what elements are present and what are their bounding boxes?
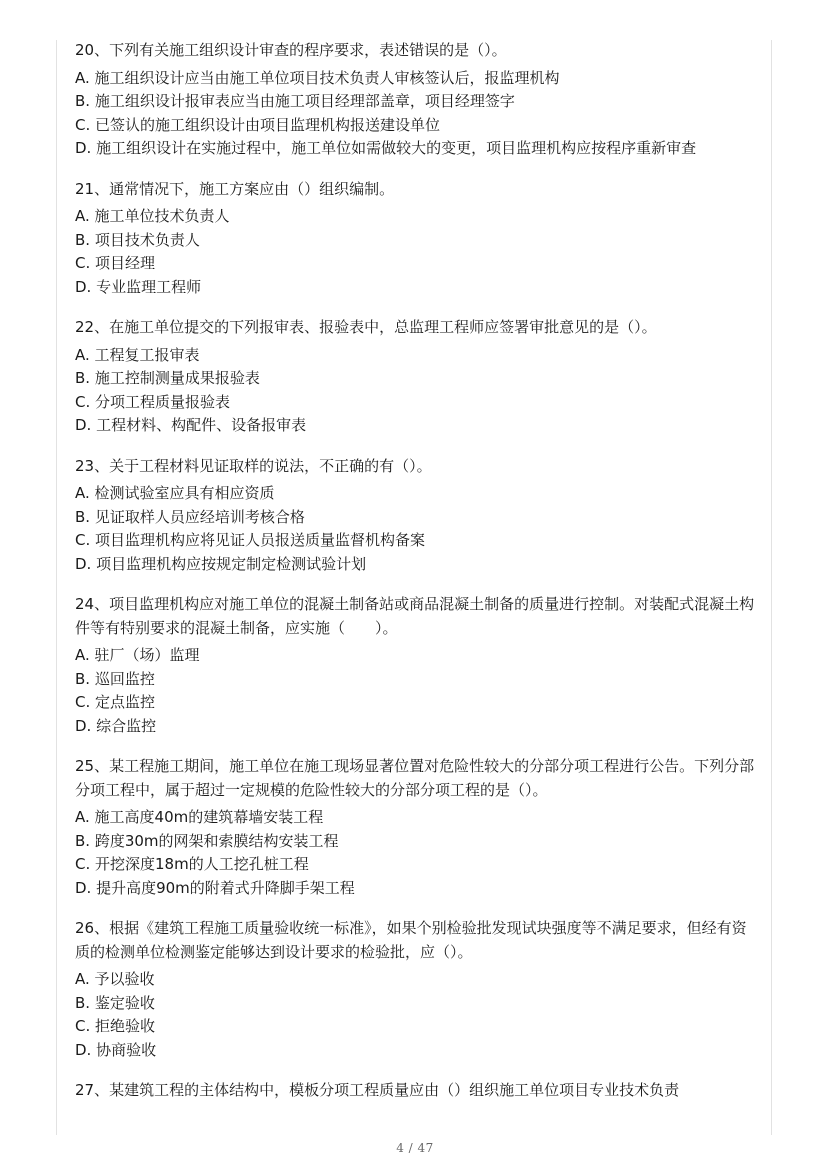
- question-stem: 21、通常情况下，施工方案应由（）组织编制。: [75, 179, 395, 198]
- option-d: D. 专业监理工程师: [75, 277, 202, 296]
- option-d: D. 项目监理机构应按规定制定检测试验计划: [75, 554, 367, 573]
- option-a: A. 予以验收: [75, 970, 155, 988]
- question-stem: 20、下列有关施工组织设计审查的程序要求，表述错误的是（）。: [75, 41, 507, 59]
- option-c: C. 已签认的施工组织设计由项目监理机构报送建设单位: [75, 115, 441, 134]
- question-20: [75, 39, 755, 161]
- option-d: D. 综合监控: [75, 716, 157, 735]
- option-d: D. 协商验收: [75, 1040, 157, 1059]
- option-a: A. 施工单位技术负责人: [75, 207, 230, 225]
- option-b: B. 施工控制测量成果报验表: [75, 369, 260, 387]
- option-a: A. 工程复工报审表: [75, 345, 200, 364]
- question-24: [75, 593, 755, 738]
- question-list: [75, 39, 755, 1120]
- page-number: 4 / 47: [396, 1141, 434, 1155]
- option-d: D. 提升高度90m的附着式升降脚手架工程: [75, 878, 355, 897]
- option-a: A. 驻厂（场）监理: [75, 646, 200, 664]
- question-stem: 24、项目监理机构应对施工单位的混凝土制备站或商品混凝土制备的质量进行控制。对装配式混凝土构件等有特别要求的混凝土制备，应实施（ ）。: [75, 595, 755, 637]
- question-stem: 27、某建筑工程的主体结构中，模板分项工程质量应由（）组织施工单位项目专业技术负责: [75, 1081, 680, 1099]
- left-margin-line: [56, 40, 57, 1135]
- option-b: B. 鉴定验收: [75, 993, 155, 1012]
- question-stem: 23、关于工程材料见证取样的说法，不正确的有（）。: [75, 456, 432, 475]
- option-d: D. 施工组织设计在实施过程中，施工单位如需做较大的变更，项目监理机构应按程序重新审查: [75, 139, 697, 157]
- option-a: A. 施工高度40m的建筑幕墙安装工程: [75, 808, 324, 826]
- option-c: C. 开挖深度18m的人工挖孔桩工程: [75, 855, 309, 873]
- option-a: A. 施工组织设计应当由施工单位项目技术负责人审核签认后，报监理机构: [75, 68, 560, 87]
- question-21: [75, 178, 755, 300]
- question-22: [75, 316, 755, 438]
- option-b: B. 巡回监控: [75, 669, 155, 688]
- question-23: [75, 455, 755, 577]
- question-26: [75, 917, 755, 1062]
- question-stem: 25、某工程施工期间，施工单位在施工现场显著位置对危险性较大的分部分项工程进行公告。下列分部分项工程中，属于超过一定规模的危险性较大的分部分项工程的是（）。: [75, 757, 755, 799]
- question-stem: 26、根据《建筑工程施工质量验收统一标准》，如果个别检验批发现试块强度等不满足要求，但经有资质的检测单位检测鉴定能够达到设计要求的检验批，应（）。: [75, 919, 747, 961]
- question-25: [75, 755, 755, 900]
- option-c: C. 定点监控: [75, 693, 156, 711]
- option-d: D. 工程材料、构配件、设备报审表: [75, 416, 307, 434]
- right-margin-line: [771, 40, 772, 1135]
- option-c: C. 项目监理机构应将见证人员报送质量监督机构备案: [75, 531, 426, 549]
- option-b: B. 项目技术负责人: [75, 230, 200, 249]
- option-b: B. 施工组织设计报审表应当由施工项目经理部盖章，项目经理签字: [75, 92, 515, 110]
- option-c: C. 拒绝验收: [75, 1017, 156, 1035]
- option-b: B. 跨度30m的网架和索膜结构安装工程: [75, 831, 339, 850]
- question-27: [75, 1079, 755, 1103]
- option-c: C. 项目经理: [75, 254, 156, 272]
- option-b: B. 见证取样人员应经培训考核合格: [75, 507, 305, 526]
- option-c: C. 分项工程质量报验表: [75, 392, 231, 411]
- option-a: A. 检测试验室应具有相应资质: [75, 484, 275, 502]
- question-stem: 22、在施工单位提交的下列报审表、报验表中，总监理工程师应签署审批意见的是（）。: [75, 318, 657, 336]
